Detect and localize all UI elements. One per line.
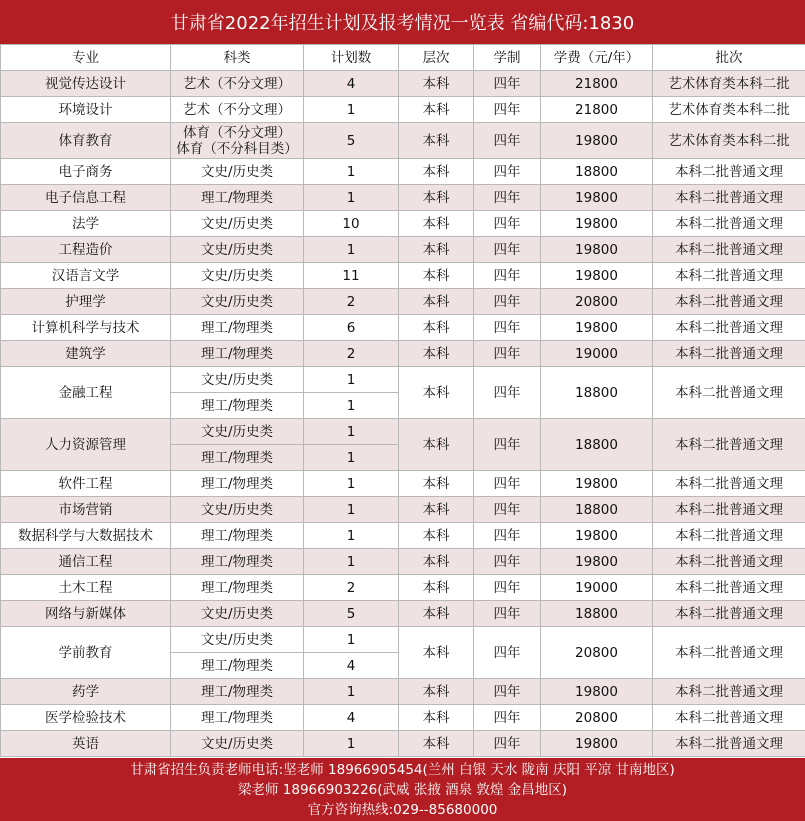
table-row [1, 601, 805, 627]
category-cell [171, 601, 304, 627]
table-row [1, 185, 805, 211]
plan-cell: 1 [304, 627, 399, 653]
table-row [1, 497, 805, 523]
category-text: 文史/历史类 [200, 267, 274, 284]
batch-cell: 本科二批普通文理 [653, 159, 805, 185]
plan-cell: 1 [304, 419, 399, 445]
header-batch: 批次 [653, 45, 805, 71]
plan-cell: 2 [304, 341, 399, 367]
header-level: 层次 [399, 45, 474, 71]
table-row [1, 731, 805, 757]
fee-cell: 20800 [541, 705, 653, 731]
level-cell: 本科 [399, 471, 474, 497]
batch-cell: 本科二批普通文理 [653, 679, 805, 705]
category-text: 文史/历史类 [200, 293, 274, 310]
category-text: 理工/物理类 [200, 553, 274, 570]
plan-cell: 4 [304, 705, 399, 731]
plan-cell: 4 [304, 71, 399, 97]
years-cell: 四年 [474, 627, 541, 679]
table-body [1, 71, 805, 757]
years-cell: 四年 [474, 341, 541, 367]
category-text-secondary: 体育（不分科目类） [176, 140, 298, 157]
category-text: 理工/物理类 [200, 189, 274, 206]
fee-cell: 19800 [541, 471, 653, 497]
level-cell: 本科 [399, 71, 474, 97]
years-cell: 四年 [474, 263, 541, 289]
years-cell: 四年 [474, 731, 541, 757]
batch-cell: 本科二批普通文理 [653, 289, 805, 315]
years-cell: 四年 [474, 705, 541, 731]
level-cell: 本科 [399, 237, 474, 263]
category-text: 理工/物理类 [200, 475, 274, 492]
fee-cell: 21800 [541, 97, 653, 123]
header-major: 专业 [1, 45, 171, 71]
category-text: 理工/物理类 [200, 345, 274, 362]
major-cell: 护理学 [1, 289, 171, 315]
major-cell: 电子商务 [1, 159, 171, 185]
level-cell: 本科 [399, 289, 474, 315]
years-cell: 四年 [474, 601, 541, 627]
table-row [1, 419, 805, 445]
table-row [1, 705, 805, 731]
plan-cell: 11 [304, 263, 399, 289]
category-cell [171, 315, 304, 341]
category-cell [171, 341, 304, 367]
major-cell: 市场营销 [1, 497, 171, 523]
fee-cell: 19000 [541, 341, 653, 367]
footer-contact-line-2: 梁老师 18966903226(武威 张掖 酒泉 敦煌 金昌地区) [238, 781, 567, 798]
fee-cell: 19800 [541, 315, 653, 341]
batch-cell: 本科二批普通文理 [653, 627, 805, 679]
major-cell: 视觉传达设计 [1, 71, 171, 97]
batch-cell: 本科二批普通文理 [653, 237, 805, 263]
fee-cell: 19800 [541, 549, 653, 575]
category-cell [171, 211, 304, 237]
category-cell [171, 97, 304, 123]
fee-cell: 18800 [541, 419, 653, 471]
batch-cell: 本科二批普通文理 [653, 497, 805, 523]
table-row [1, 159, 805, 185]
category-cell [171, 71, 304, 97]
plan-cell: 1 [304, 497, 399, 523]
level-cell: 本科 [399, 419, 474, 471]
level-cell: 本科 [399, 575, 474, 601]
years-cell: 四年 [474, 497, 541, 523]
fee-cell: 19800 [541, 731, 653, 757]
years-cell: 四年 [474, 315, 541, 341]
years-cell: 四年 [474, 523, 541, 549]
plan-cell: 1 [304, 237, 399, 263]
level-cell: 本科 [399, 627, 474, 679]
level-cell: 本科 [399, 705, 474, 731]
table-row [1, 71, 805, 97]
category-cell: 文史/历史类 [171, 419, 304, 445]
category-text: 理工/物理类 [200, 683, 274, 700]
batch-cell: 艺术体育类本科二批 [653, 97, 805, 123]
years-cell: 四年 [474, 97, 541, 123]
level-cell: 本科 [399, 731, 474, 757]
category-cell [171, 679, 304, 705]
plan-cell: 1 [304, 393, 399, 419]
category-cell [171, 263, 304, 289]
fee-cell: 20800 [541, 289, 653, 315]
batch-cell: 本科二批普通文理 [653, 185, 805, 211]
batch-cell: 本科二批普通文理 [653, 575, 805, 601]
batch-cell: 本科二批普通文理 [653, 315, 805, 341]
fee-cell: 21800 [541, 71, 653, 97]
major-cell: 汉语言文学 [1, 263, 171, 289]
level-cell: 本科 [399, 679, 474, 705]
table-row [1, 123, 805, 159]
plan-cell: 1 [304, 679, 399, 705]
category-text: 体育（不分文理） [183, 124, 291, 141]
category-text: 文史/历史类 [200, 163, 274, 180]
table-row [1, 237, 805, 263]
fee-cell: 18800 [541, 497, 653, 523]
header-fee: 学费（元/年） [541, 45, 653, 71]
category-cell [171, 123, 304, 159]
major-cell: 体育教育 [1, 123, 171, 159]
plan-cell: 1 [304, 97, 399, 123]
category-text: 理工/物理类 [200, 319, 274, 336]
category-text: 文史/历史类 [200, 605, 274, 622]
batch-cell: 本科二批普通文理 [653, 211, 805, 237]
years-cell: 四年 [474, 419, 541, 471]
footer-contact-line-1: 甘肃省招生负责老师电话:坚老师 18966905454(兰州 白银 天水 陇南 庆阳 平凉 甘南地区) [130, 761, 675, 778]
table-row [1, 263, 805, 289]
table-row [1, 289, 805, 315]
level-cell: 本科 [399, 367, 474, 419]
major-cell: 人力资源管理 [1, 419, 171, 471]
category-cell: 理工/物理类 [171, 653, 304, 679]
fee-cell: 19800 [541, 237, 653, 263]
batch-cell: 艺术体育类本科二批 [653, 123, 805, 159]
table-row [1, 471, 805, 497]
years-cell: 四年 [474, 71, 541, 97]
plan-cell: 2 [304, 289, 399, 315]
batch-cell: 本科二批普通文理 [653, 731, 805, 757]
years-cell: 四年 [474, 123, 541, 159]
plan-cell: 1 [304, 471, 399, 497]
category-cell: 理工/物理类 [171, 445, 304, 471]
level-cell: 本科 [399, 185, 474, 211]
major-cell: 学前教育 [1, 627, 171, 679]
header-category: 科类 [171, 45, 304, 71]
table-row [1, 367, 805, 393]
category-cell [171, 471, 304, 497]
level-cell: 本科 [399, 211, 474, 237]
category-text: 理工/物理类 [200, 579, 274, 596]
plan-cell: 4 [304, 653, 399, 679]
major-cell: 通信工程 [1, 549, 171, 575]
years-cell: 四年 [474, 679, 541, 705]
fee-cell: 19800 [541, 211, 653, 237]
level-cell: 本科 [399, 523, 474, 549]
footer-hotline: 官方咨询热线:029--85680000 [307, 801, 498, 818]
batch-cell: 本科二批普通文理 [653, 341, 805, 367]
fee-cell: 18800 [541, 601, 653, 627]
table-row [1, 627, 805, 653]
plan-cell: 5 [304, 601, 399, 627]
major-cell: 计算机科学与技术 [1, 315, 171, 341]
table-row [1, 679, 805, 705]
years-cell: 四年 [474, 211, 541, 237]
batch-cell: 本科二批普通文理 [653, 523, 805, 549]
header-years: 学制 [474, 45, 541, 71]
batch-cell: 艺术体育类本科二批 [653, 71, 805, 97]
major-cell: 工程造价 [1, 237, 171, 263]
fee-cell: 19800 [541, 263, 653, 289]
plan-cell: 1 [304, 549, 399, 575]
category-cell [171, 159, 304, 185]
plan-cell: 1 [304, 185, 399, 211]
category-cell [171, 575, 304, 601]
category-cell [171, 185, 304, 211]
level-cell: 本科 [399, 263, 474, 289]
level-cell: 本科 [399, 341, 474, 367]
level-cell: 本科 [399, 123, 474, 159]
fee-cell: 18800 [541, 159, 653, 185]
major-cell: 环境设计 [1, 97, 171, 123]
table-row [1, 211, 805, 237]
years-cell: 四年 [474, 185, 541, 211]
major-cell: 金融工程 [1, 367, 171, 419]
fee-cell: 18800 [541, 367, 653, 419]
plan-cell: 1 [304, 523, 399, 549]
table-header-row [1, 45, 805, 71]
major-cell: 法学 [1, 211, 171, 237]
category-text: 文史/历史类 [200, 241, 274, 258]
level-cell: 本科 [399, 549, 474, 575]
category-cell [171, 497, 304, 523]
fee-cell: 19800 [541, 679, 653, 705]
table-row [1, 341, 805, 367]
major-cell: 建筑学 [1, 341, 171, 367]
category-cell [171, 289, 304, 315]
category-text: 艺术（不分文理） [183, 75, 291, 92]
category-text: 文史/历史类 [200, 501, 274, 518]
major-cell: 网络与新媒体 [1, 601, 171, 627]
batch-cell: 本科二批普通文理 [653, 263, 805, 289]
level-cell: 本科 [399, 159, 474, 185]
table-row [1, 523, 805, 549]
batch-cell: 本科二批普通文理 [653, 471, 805, 497]
batch-cell: 本科二批普通文理 [653, 705, 805, 731]
category-cell: 文史/历史类 [171, 367, 304, 393]
years-cell: 四年 [474, 367, 541, 419]
category-text: 艺术（不分文理） [183, 101, 291, 118]
enrollment-table [0, 44, 805, 757]
category-cell [171, 549, 304, 575]
plan-cell: 10 [304, 211, 399, 237]
level-cell: 本科 [399, 497, 474, 523]
major-cell: 英语 [1, 731, 171, 757]
plan-cell: 1 [304, 731, 399, 757]
plan-cell: 1 [304, 445, 399, 471]
batch-cell: 本科二批普通文理 [653, 419, 805, 471]
contact-footer [0, 758, 805, 821]
fee-cell: 19800 [541, 523, 653, 549]
category-cell: 文史/历史类 [171, 627, 304, 653]
years-cell: 四年 [474, 237, 541, 263]
years-cell: 四年 [474, 471, 541, 497]
batch-cell: 本科二批普通文理 [653, 367, 805, 419]
batch-cell: 本科二批普通文理 [653, 549, 805, 575]
fee-cell: 20800 [541, 627, 653, 679]
major-cell: 土木工程 [1, 575, 171, 601]
years-cell: 四年 [474, 549, 541, 575]
category-cell: 理工/物理类 [171, 393, 304, 419]
category-cell [171, 705, 304, 731]
major-cell: 医学检验技术 [1, 705, 171, 731]
category-text: 理工/物理类 [200, 527, 274, 544]
level-cell: 本科 [399, 315, 474, 341]
category-text: 理工/物理类 [200, 709, 274, 726]
table-row [1, 315, 805, 341]
major-cell: 药学 [1, 679, 171, 705]
plan-cell: 1 [304, 367, 399, 393]
header-plan: 计划数 [304, 45, 399, 71]
major-cell: 数据科学与大数据技术 [1, 523, 171, 549]
plan-cell: 6 [304, 315, 399, 341]
years-cell: 四年 [474, 575, 541, 601]
plan-cell: 2 [304, 575, 399, 601]
table-row [1, 97, 805, 123]
category-cell [171, 523, 304, 549]
years-cell: 四年 [474, 289, 541, 315]
major-cell: 软件工程 [1, 471, 171, 497]
category-cell [171, 237, 304, 263]
plan-cell: 1 [304, 159, 399, 185]
fee-cell: 19800 [541, 123, 653, 159]
fee-cell: 19000 [541, 575, 653, 601]
category-cell [171, 731, 304, 757]
level-cell: 本科 [399, 601, 474, 627]
plan-cell: 5 [304, 123, 399, 159]
page-title: 甘肃省2022年招生计划及报考情况一览表 省编代码:1830 [0, 0, 805, 44]
major-cell: 电子信息工程 [1, 185, 171, 211]
table-row [1, 575, 805, 601]
table-row [1, 549, 805, 575]
category-text: 文史/历史类 [200, 735, 274, 752]
years-cell: 四年 [474, 159, 541, 185]
fee-cell: 19800 [541, 185, 653, 211]
level-cell: 本科 [399, 97, 474, 123]
batch-cell: 本科二批普通文理 [653, 601, 805, 627]
category-text: 文史/历史类 [200, 215, 274, 232]
